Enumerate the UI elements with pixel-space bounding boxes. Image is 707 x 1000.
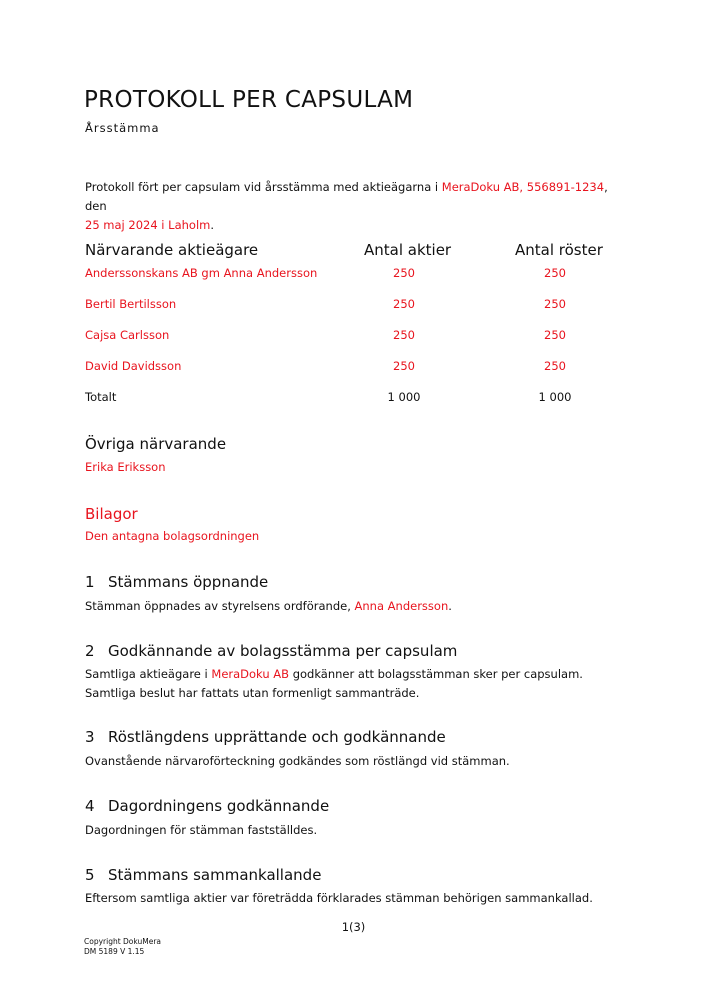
section-heading: [85, 728, 446, 746]
chairman-name: Anna Andersson: [354, 599, 449, 613]
document-subtitle: Årsstämma: [85, 121, 160, 135]
attendance-row: [0, 359, 707, 379]
section-title: Godkännande av bolagsstämma per capsulam: [108, 642, 458, 660]
section-number: 3: [85, 728, 95, 746]
section-body: [85, 597, 630, 616]
shareholder-votes: 250: [544, 359, 566, 373]
section-title: Stämmans öppnande: [108, 573, 269, 591]
section-text-end: .: [448, 599, 452, 613]
section-body: Dagordningen för stämman fastställdes.: [85, 823, 318, 837]
attendance-header-votes: Antal röster: [515, 241, 603, 259]
section-text: Stämman öppnades av styrelsens ordförande,: [85, 599, 355, 613]
total-label: Totalt: [85, 390, 117, 404]
attachment-item: Den antagna bolagsordningen: [85, 529, 260, 543]
section-text: Samtliga aktieägare i: [85, 667, 212, 681]
section-body: [85, 665, 630, 703]
shareholder-votes: 250: [544, 328, 566, 342]
meeting-date-place: 25 maj 2024 i Laholm: [85, 218, 211, 232]
attendance-header-shares: Antal aktier: [364, 241, 452, 259]
section-body: Ovanstående närvaroförteckning godkändes som röstlängd vid stämman.: [85, 754, 510, 768]
section-text-end: godkänner att bolagsstämman sker per capsulam. Samtliga beslut har fattats utan formenligt sammanträde.: [85, 667, 583, 700]
section-title: Dagordningens godkännande: [108, 797, 330, 815]
shareholder-shares: 250: [393, 328, 415, 342]
section-title: Röstlängdens upprättande och godkännande: [108, 728, 446, 746]
section-heading: [85, 866, 321, 884]
section-title: Stämmans sammankallande: [108, 866, 322, 884]
intro-paragraph: [85, 178, 625, 235]
shareholder-shares: 250: [393, 297, 415, 311]
company-name: MeraDoku AB: [211, 667, 290, 681]
shareholder-shares: 250: [393, 266, 415, 280]
footer: [84, 937, 161, 957]
footer-copyright: Copyright DokuMera: [84, 937, 162, 946]
section-number: 5: [85, 866, 95, 884]
page-number: 1(3): [341, 920, 366, 934]
shareholder-votes: 250: [544, 297, 566, 311]
intro-text-end: .: [210, 218, 214, 232]
shareholder-shares: 250: [393, 359, 415, 373]
other-attendee: Erika Eriksson: [85, 460, 166, 474]
section-heading: [85, 642, 457, 660]
document-title: PROTOKOLL PER CAPSULAM: [84, 87, 414, 113]
footer-version: DM 5189 V 1.15: [84, 947, 145, 956]
attachments-heading: Bilagor: [85, 505, 138, 523]
attendance-row: [0, 328, 707, 348]
intro-text-mid: , den: [85, 180, 608, 213]
section-heading: [85, 573, 268, 591]
section-body: Eftersom samtliga aktier var företrädda förklarades stämman behörigen sammankallad.: [85, 891, 593, 905]
company-name: MeraDoku AB, 556891-1234: [441, 180, 605, 194]
others-heading: Övriga närvarande: [85, 435, 227, 453]
attendance-row: [0, 297, 707, 317]
section-number: 4: [85, 797, 95, 815]
shareholder-name: Cajsa Carlsson: [85, 328, 170, 342]
shareholder-name: Anderssonskans AB gm Anna Andersson: [85, 266, 318, 280]
shareholder-name: David Davidsson: [85, 359, 182, 373]
section-heading: [85, 797, 329, 815]
intro-text: Protokoll fört per capsulam vid årsstämma med aktieägarna i: [85, 180, 442, 194]
shareholder-votes: 250: [544, 266, 566, 280]
attendance-total-row: [0, 390, 707, 410]
total-shares: 1 000: [387, 390, 421, 404]
section-number: 2: [85, 642, 95, 660]
attendance-row: [0, 266, 707, 286]
section-number: 1: [85, 573, 95, 591]
total-votes: 1 000: [538, 390, 572, 404]
attendance-header-name: Närvarande aktieägare: [85, 241, 259, 259]
shareholder-name: Bertil Bertilsson: [85, 297, 177, 311]
